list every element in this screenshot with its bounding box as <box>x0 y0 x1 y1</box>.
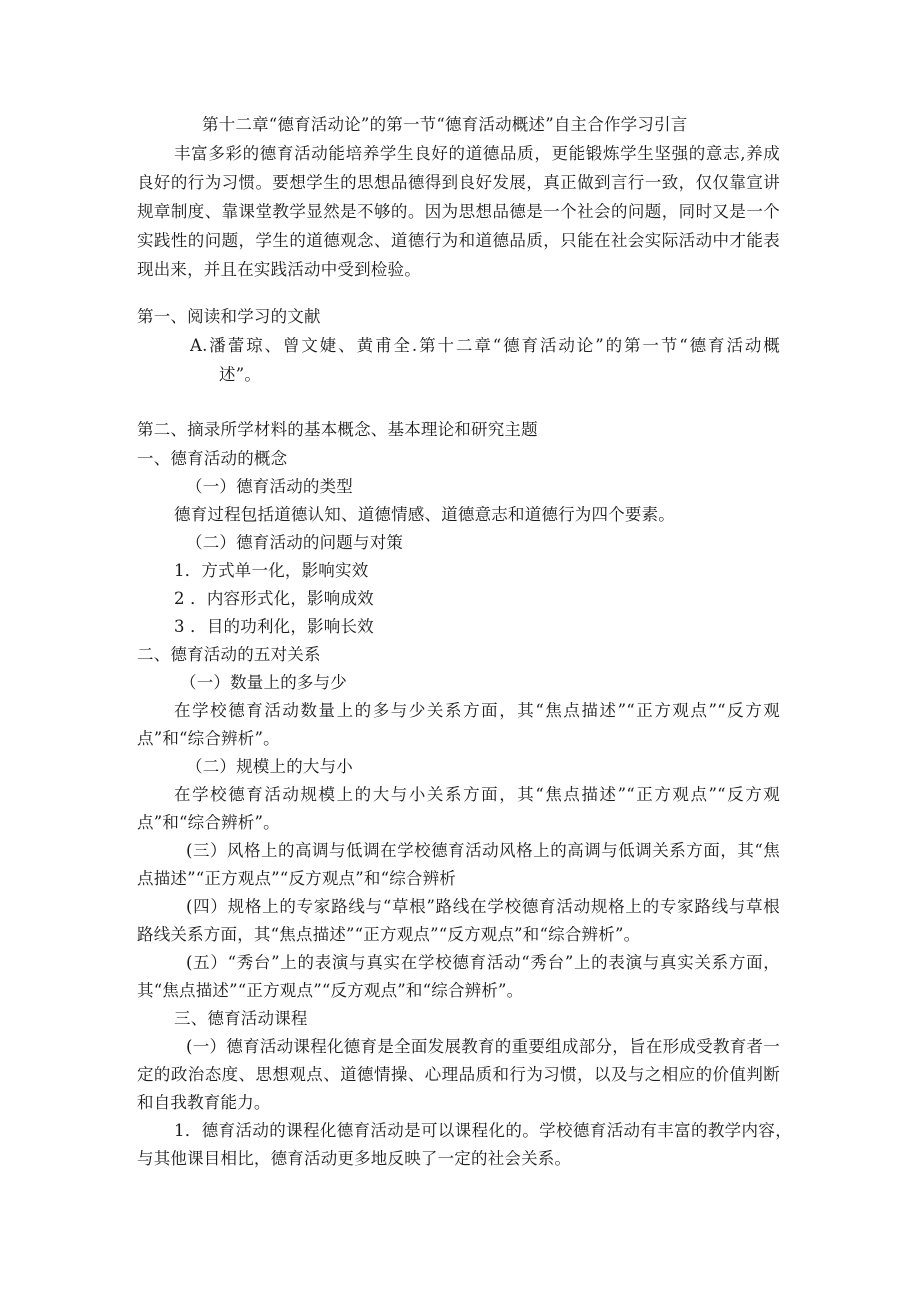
relation3-text: (三）风格上的高调与低调在学校德育活动风格上的高调与低调关系方面，其“焦 <box>186 841 780 860</box>
curriculum-text: 定的政治态度、思想观点、道德情操、心理品质和行为习惯，以及与之相应的价值判断 <box>137 1065 780 1084</box>
relation2-text: 在学校德育活动规模上的大与小关系方面，其“焦点描述”“正方观点”“反方观 <box>174 785 780 804</box>
relation4-text: 路线关系方面，其“焦点描述”“正方观点”“反方观点”和“综合辨析”。 <box>137 925 641 944</box>
part1-sub1-title: （一）德育活动的类型 <box>186 477 353 496</box>
list-item: 3 ．目的功利化，影响长效 <box>174 617 374 636</box>
intro-line: 良好的行为习惯。要想学生的思想品德得到良好发展，真正做到言行一致，仅仅靠宣讲 <box>137 173 780 192</box>
curriculum-text: 1．德育活动的课程化德育活动是可以课程化的。学校德育活动有丰富的教学内容， <box>174 1121 792 1140</box>
list-item: 2 ．内容形式化，影响成效 <box>174 589 374 608</box>
intro-line: 丰富多彩的德育活动能培养学生良好的道德品质，更能锻炼学生坚强的意志,养成 <box>174 144 780 163</box>
relation3-text: 点描述”“正方观点”“反方观点”和“综合辨析 <box>137 869 457 888</box>
part1-heading: 一、德育活动的概念 <box>137 449 288 468</box>
relation5-text: (五）“秀台”上的表演与真实在学校德育活动“秀台”上的表演与真实关系方面， <box>186 953 780 972</box>
intro-line: 实践性的问题，学生的道德观念、道德行为和道德品质，只能在社会实际活动中才能表 <box>137 231 780 250</box>
part2-heading: 二、德育活动的五对关系 <box>137 645 321 664</box>
intro-line: 规章制度、靠课堂教学显然是不够的。因为思想品德是一个社会的问题，同时又是一个 <box>137 202 780 221</box>
curriculum-text: 与其他课目相比，德育活动更多地反映了一定的社会关系。 <box>137 1149 572 1168</box>
relation1-text: 点”和“综合辨析”。 <box>137 729 280 748</box>
intro-line: 现出来，并且在实践活动中受到检验。 <box>137 260 421 279</box>
reference-line: 述”。 <box>219 365 262 384</box>
relation2-title: （二）规模上的大与小 <box>186 757 353 776</box>
relation1-text: 在学校德育活动数量上的多与少关系方面，其“焦点描述”“正方观点”“反方观 <box>174 701 780 720</box>
part1-sub1-text: 德育过程包括道德认知、道德情感、道德意志和道德行为四个要素。 <box>174 505 675 524</box>
reference-line: A.潘蕾琼、曾文婕、黄甫全.第十二章“德育活动论”的第一节“德育活动概 <box>190 336 780 355</box>
relation1-title: （一）数量上的多与少 <box>180 673 347 692</box>
part1-sub2-title: （二）德育活动的问题与对策 <box>186 533 404 552</box>
relation5-text: 其“焦点描述”“正方观点”“反方观点”和“综合辨析”。 <box>137 981 524 1000</box>
curriculum-text: (一）德育活动课程化德育是全面发展教育的重要组成部分，旨在形成受教育者一 <box>186 1037 780 1056</box>
section1-heading: 第一、阅读和学习的文献 <box>137 307 321 326</box>
list-item: 1．方式单一化，影响实效 <box>174 561 369 580</box>
document-title: 第十二章“德育活动论”的第一节“德育活动概述”自主合作学习引言 <box>202 115 688 134</box>
section2-heading: 第二、摘录所学材料的基本概念、基本理论和研究主题 <box>137 420 538 439</box>
relation2-text: 点”和“综合辨析”。 <box>137 813 280 832</box>
relation4-text: (四）规格上的专家路线与“草根”路线在学校德育活动规格上的专家路线与草根 <box>186 897 780 916</box>
part3-heading: 三、德育活动课程 <box>174 1009 308 1028</box>
curriculum-text: 和自我教育能力。 <box>137 1093 271 1112</box>
